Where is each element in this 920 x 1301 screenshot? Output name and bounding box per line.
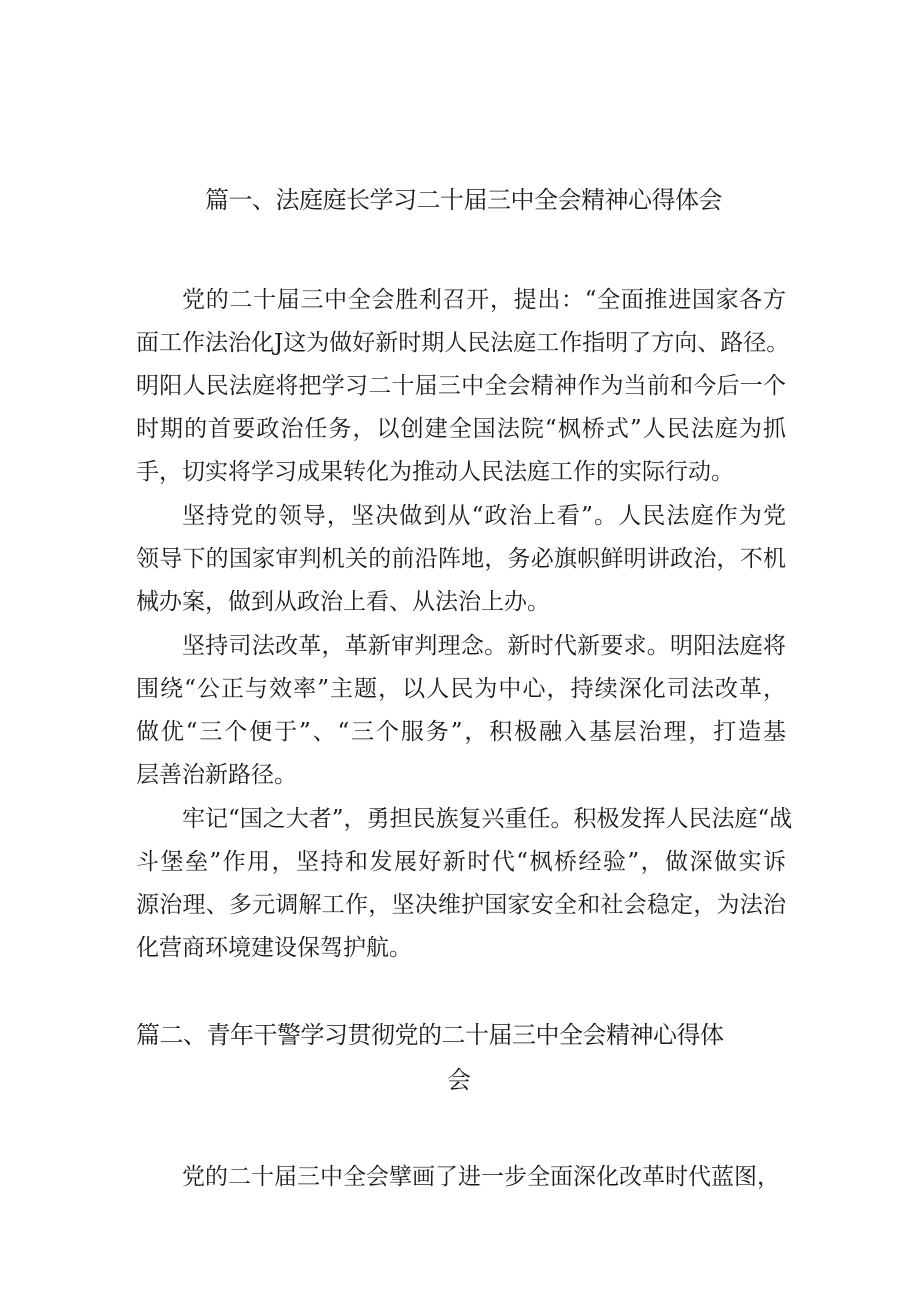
paragraph-line: 牢记“国之大者”，勇担民族复兴重任。积极发挥人民法庭“战 (182, 806, 793, 832)
section1-title: 篇一、法庭庭长学习二十届三中全会精神心得体会 (205, 186, 722, 214)
paragraph-line: 围绕“公正与效率”主题，以人民为中心，持续深化司法改革， (136, 676, 786, 702)
paragraph-line: 领导下的国家审判机关的前沿阵地，务必旗帜鲜明讲政治，不机 (136, 546, 786, 572)
paragraph-line: 械办案，做到从政治上看、从法治上办。 (136, 589, 550, 615)
paragraph-line: 明阳人民法庭将把学习二十届三中全会精神作为当前和今后一个 (136, 373, 786, 399)
paragraph-line: 斗堡垒”作用，坚持和发展好新时代“枫桥经验”，做深做实诉 (136, 849, 786, 875)
paragraph-line: 坚持党的领导，坚决做到从“政治上看”。人民法庭作为党 (182, 503, 786, 529)
section2-title-line2: 会 (447, 1066, 471, 1094)
paragraph-line: 化营商环境建设保驾护航。 (136, 935, 412, 961)
paragraph-line: 党的二十届三中全会胜利召开，提出：“全面推进国家各方 (182, 287, 786, 313)
paragraph-line: 层善治新路径。 (136, 762, 297, 788)
paragraph-line: 手，切实将学习成果转化为推动人民法庭工作的实际行动。 (136, 459, 734, 485)
paragraph-line: 面工作法治化J这为做好新时期人民法庭工作指明了方向、路径。 (136, 330, 790, 356)
paragraph-line: 时期的首要政治任务，以创建全国法院“枫桥式”人民法庭为抓 (136, 416, 786, 442)
paragraph-line: 坚持司法改革，革新审判理念。新时代新要求。明阳法庭将 (182, 633, 786, 659)
paragraph-line: 做优“三个便于”、“三个服务”，积极融入基层治理，打造基 (136, 719, 786, 745)
paragraph-line: 党的二十届三中全会擘画了进一步全面深化改革时代蓝图， (182, 1164, 780, 1190)
section2-title-line1: 篇二、青年干警学习贯彻党的二十届三中全会精神心得体 (136, 1021, 724, 1049)
paragraph-line: 源治理、多元调解工作，坚决维护国家安全和社会稳定，为法治 (136, 892, 786, 918)
